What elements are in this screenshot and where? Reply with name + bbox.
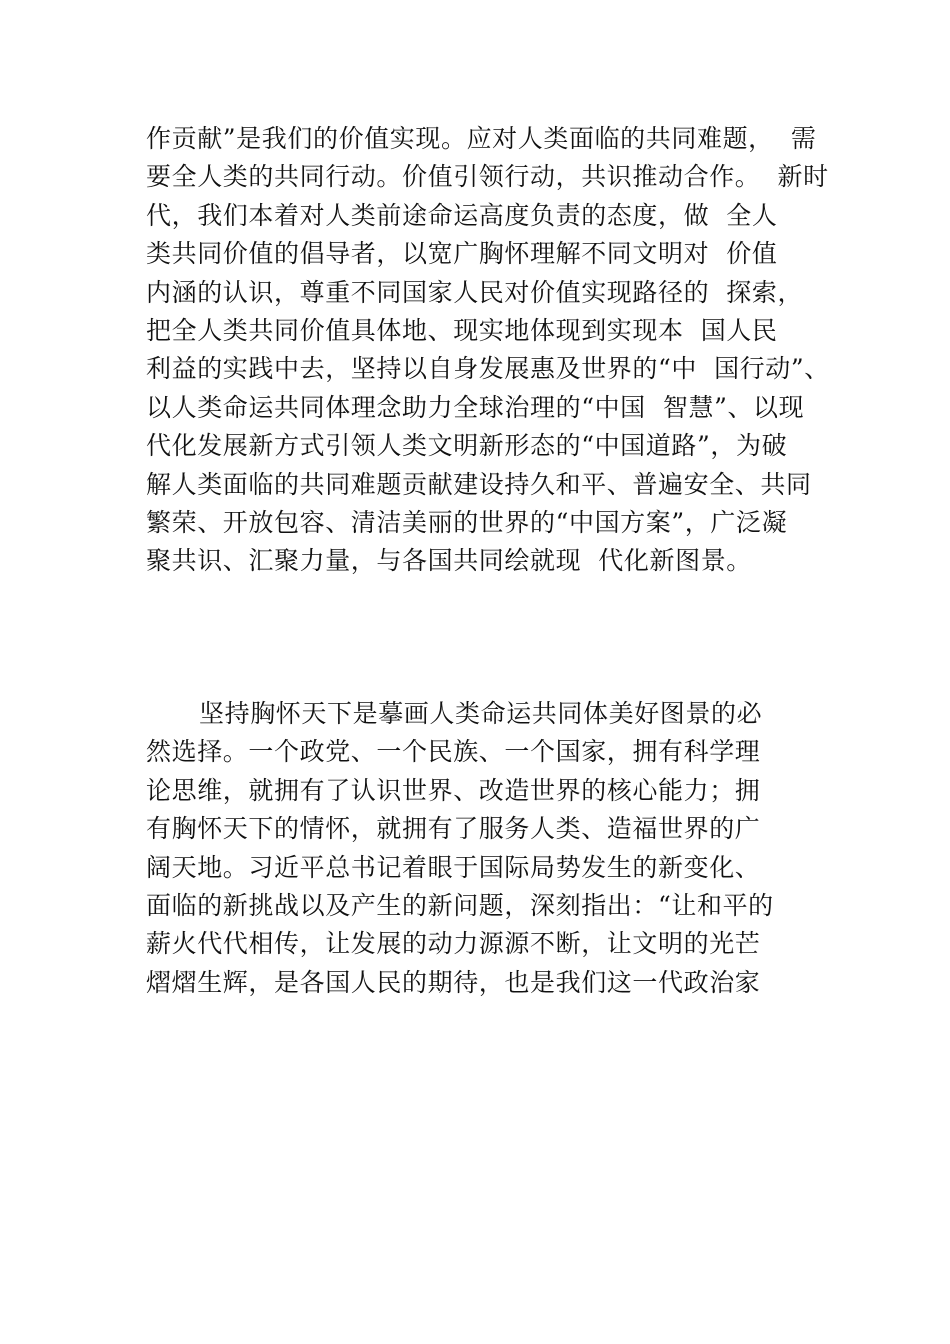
text-line: 作贡献”是我们的价值实现。应对人类面临的共同难题， 需 <box>146 124 817 153</box>
text-line: 阔天地。习近平总书记着眼于国际局势发生的新变化、 <box>146 852 761 882</box>
text-line: 薪火代代相传，让发展的动力源源不断，让文明的光芒 <box>146 929 761 959</box>
text-line: 要全人类的共同行动。价值引领行动，共识推动合作。 新时 <box>146 162 829 192</box>
text-line: 内涵的认识，尊重不同国家人民对价值实现路径的 探索， <box>146 277 804 307</box>
text-line: 以人类命运共同体理念助力全球治理的“中国 智慧”、以现 <box>146 392 805 422</box>
text-line: 坚持胸怀天下是摹画人类命运共同体美好图景的必 <box>199 699 763 728</box>
paragraph-2 <box>146 695 774 1002</box>
text-line: 然选择。一个政党、一个民族、一个国家，拥有科学理 <box>146 737 761 767</box>
text-line: 面临的新挑战以及产生的新问题，深刻指出：“让和平的 <box>146 890 774 920</box>
text-line: 解人类面临的共同难题贡献建设持久和平、普遍安全、共同 <box>146 469 812 499</box>
text-line: 论思维，就拥有了认识世界、改造世界的核心能力；拥 <box>146 775 761 805</box>
text-line: 繁荣、开放包容、清洁美丽的世界的“中国方案”，广泛凝 <box>146 507 788 537</box>
text-line: 有胸怀天下的情怀，就拥有了服务人类、造福世界的广 <box>146 814 761 844</box>
text-line: 聚共识、汇聚力量，与各国共同绘就现 代化新图景。 <box>146 546 752 576</box>
text-line: 代，我们本着对人类前途命运高度负责的态度，做 全人 <box>146 200 778 230</box>
text-line: 利益的实践中去，坚持以自身发展惠及世界的“中 国行动”、 <box>146 354 830 384</box>
paragraph-1 <box>146 120 830 581</box>
text-line: 类共同价值的倡导者，以宽广胸怀理解不同文明对 价值 <box>146 239 778 269</box>
text-line: 代化发展新方式引领人类文明新形态的“中国道路”，为破 <box>146 431 788 461</box>
text-line: 把全人类共同价值具体地、现实地体现到实现本 国人民 <box>146 315 778 345</box>
text-line: 熠熠生辉，是各国人民的期待，也是我们这一代政治家 <box>146 967 761 997</box>
